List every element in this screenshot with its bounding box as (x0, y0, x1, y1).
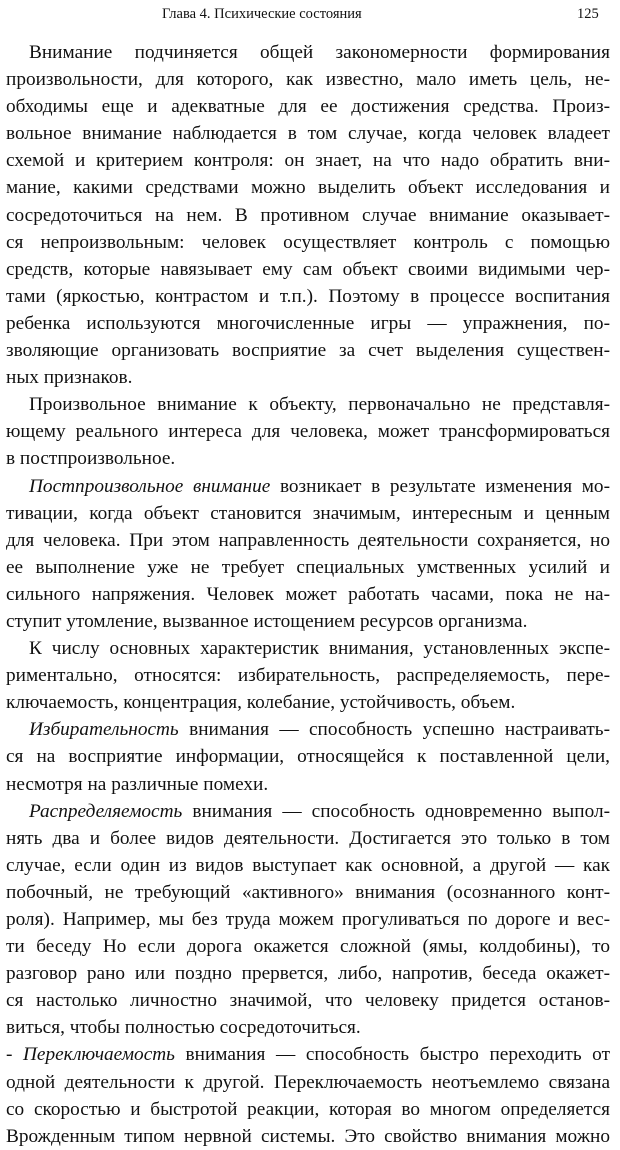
line-text: со скоростью и быстротой реакции, которая во многом определяется (6, 1098, 610, 1120)
line-text: К числу основных характеристик внимания, установленных экспе- (29, 638, 610, 660)
term-italic: Избирательность (29, 719, 179, 741)
text-line (6, 120, 610, 147)
term-italic: Постпроизвольное внимание (29, 475, 271, 497)
line-text: возникает в результате изменения мо- (270, 475, 610, 497)
paragraph (6, 716, 610, 797)
text-line (6, 1069, 610, 1096)
line-text: ее выполнение уже не требует специальных умственных усилий и (6, 556, 610, 578)
line-text: виться, чтобы полностью сосредоточиться. (6, 1017, 361, 1039)
text-line (6, 933, 610, 960)
line-text: тами (яркостью, контрастом и т.п.). Поэтому в процессе воспитания (6, 285, 610, 307)
line-text: Произвольное внимание к объекту, первоначально не представля- (29, 394, 610, 416)
line-prefix: - (6, 1044, 23, 1066)
text-line (6, 635, 610, 662)
text-line (6, 960, 610, 987)
text-line (6, 500, 610, 527)
paragraph (6, 798, 610, 1042)
line-text: роля). Например, мы без труда можем прогуливаться по дороге и вес- (6, 909, 610, 930)
line-text: внимания — способность успешно настраивать- (178, 719, 610, 741)
body-text (6, 39, 610, 1150)
line-text: сосредоточиться на нем. В противном случае внимание оказывает- (6, 204, 610, 226)
text-line (6, 879, 610, 906)
text-line (6, 906, 610, 933)
text-line (6, 1041, 610, 1068)
text-line (6, 798, 610, 825)
text-line (6, 825, 610, 852)
paragraph (6, 1041, 610, 1149)
text-line (6, 66, 610, 93)
text-line (6, 716, 610, 743)
chapter-title: Глава 4. Психические состояния (162, 6, 362, 22)
text-line (6, 662, 610, 689)
text-line (6, 852, 610, 879)
text-line (6, 93, 610, 120)
text-line (6, 1014, 610, 1041)
text-line (6, 473, 610, 500)
text-line (6, 527, 610, 554)
text-line (6, 608, 610, 635)
text-line (6, 418, 610, 445)
line-text: побочный, не требующий «активного» внимания (осознанного конт- (6, 881, 610, 903)
line-text: ся на восприятие информации, относящейся к поставленной цели, (6, 746, 610, 768)
text-line (6, 689, 610, 716)
line-text: мание, какими средствами можно выделить объект исследования и (6, 177, 610, 199)
text-line (6, 310, 610, 337)
line-text: средств, которые навязывает ему сам объект своими видимыми чер- (6, 258, 610, 280)
line-text: Врожденным типом нервной системы. Это свойство внимания можно (6, 1125, 610, 1147)
line-text: внимания — способность одновременно выпол- (182, 800, 610, 822)
text-line (6, 987, 610, 1014)
paragraph (6, 39, 610, 391)
text-line (6, 1123, 610, 1150)
line-text: внимания — способность быстро переходить от (174, 1044, 610, 1066)
text-line (6, 174, 610, 201)
line-text: ти беседу Но если дорога окажется сложной (ямы, колдобины), то (6, 936, 610, 958)
text-line (6, 147, 610, 174)
line-text: в постпроизвольное. (6, 448, 176, 470)
text-line (6, 771, 610, 798)
line-text: ся непроизвольным: человек осуществляет контроль с помощью (6, 231, 610, 253)
line-text: зволяющие организовать восприятие за счет выделения существен- (6, 340, 610, 362)
term-italic: Распределяемость (29, 800, 183, 822)
line-text: риментально, относятся: избирательность, распределяемость, пере- (6, 665, 610, 687)
page-number: 125 (577, 6, 599, 22)
text-line (6, 1096, 610, 1123)
text-line (6, 337, 610, 364)
line-text: ющему реального интереса для человека, может трансформироваться (6, 421, 610, 443)
line-text: ключаемость, концентрация, колебание, устойчивость, объем. (6, 692, 516, 714)
line-text: ребенка используются многочисленные игры — упражнения, по- (6, 312, 610, 334)
text-line (6, 391, 610, 418)
paragraph (6, 391, 610, 472)
line-text: Внимание подчиняется общей закономерности формирования (29, 42, 610, 63)
text-line (6, 364, 610, 391)
line-text: тивации, когда объект становится значимым, интересным и ценным (6, 502, 610, 524)
text-line (6, 39, 610, 66)
text-line (6, 743, 610, 770)
text-line (6, 283, 610, 310)
line-text: несмотря на различные помехи. (6, 773, 269, 795)
paragraph (6, 473, 610, 636)
line-text: ступит утомление, вызванное истощением ресурсов организма. (6, 610, 528, 632)
text-line (6, 202, 610, 229)
line-text: случае, если один из видов выступает как основной, а другой — как (6, 854, 610, 876)
line-text: ных признаков. (6, 367, 133, 389)
line-text: схемой и критерием контроля: он знает, на что надо обратить вни- (6, 150, 610, 172)
line-text: для человека. При этом направленность деятельности сохраняется, но (6, 529, 610, 551)
running-header (0, 6, 620, 26)
text-line (6, 581, 610, 608)
text-line (6, 554, 610, 581)
line-text: вольное внимание наблюдается в том случае, когда человек владеет (6, 123, 610, 145)
line-text: нять два и более видов деятельности. Достигается это только в том (6, 827, 610, 849)
line-text: произвольности, для которого, как известно, мало иметь цель, не- (6, 69, 610, 91)
line-text: разговор рано или поздно прервется, либо, напротив, беседа окажет- (6, 963, 610, 985)
text-line (6, 256, 610, 283)
line-text: сильного напряжения. Человек может работать часами, пока не на- (6, 583, 610, 605)
line-text: обходимы еще и адекватные для ее достижения средства. Произ- (6, 96, 610, 118)
text-line (6, 229, 610, 256)
term-italic: Переключаемость (23, 1044, 175, 1066)
paragraph (6, 635, 610, 716)
line-text: одной деятельности к другой. Переключаемость неотъемлемо связана (6, 1071, 610, 1093)
text-line (6, 445, 610, 472)
line-text: ся настолько личностно значимой, что человеку придется останов- (6, 990, 610, 1012)
